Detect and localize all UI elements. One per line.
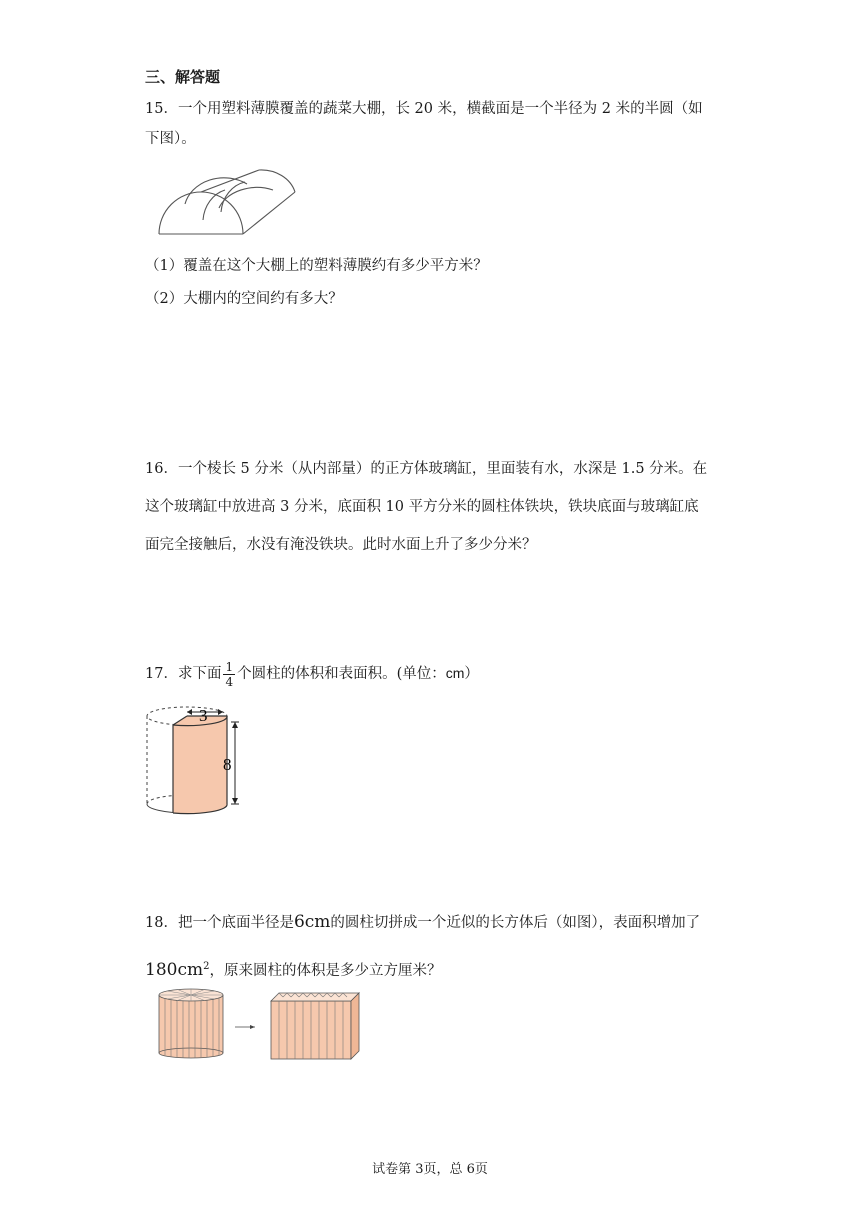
quarter-cylinder-figure [143,700,248,825]
radius-label: 3 [199,706,208,725]
fraction-numerator: 1 [225,659,234,674]
q16-text [145,450,725,564]
q18-line1-a: 把一个底面半径是 [177,915,294,931]
q18-area-exponent: 2 [203,961,210,972]
cylinder-to-cuboid-figure [155,985,365,1063]
q15-sub2: （2）大棚内的空间约有多大？ [145,291,343,307]
section-heading: 三、解答题 [145,68,221,86]
q17-number: 17． [145,666,178,682]
q18-line2-b: ，原来圆柱的体积是多少立方厘米？ [209,962,442,979]
greenhouse-figure [155,162,305,240]
q16-number: 16． [145,461,178,477]
q18-area-value: 180cm [145,959,204,980]
q18-radius-value: 6cm [293,912,331,932]
q16-line3: 面完全接触后，水没有淹没铁块。此时水面上升了多少分米？ [145,537,537,553]
q17-close: ） [464,666,479,682]
q15-text [145,94,725,154]
q17-fraction [223,660,235,689]
q18-line1-b: 的圆柱切拼成一个近似的长方体后（如图），表面积增加了 [330,915,701,931]
q15-sub1: （1）覆盖在这个大棚上的塑料薄膜约有多少平方米？ [145,258,488,274]
q15-number: 15． [145,101,178,117]
height-label: 8 [223,755,232,774]
q18-number: 18． [145,915,178,931]
q15-line2: 下图）。 [145,131,196,147]
q18-text [145,900,735,993]
page-footer: 试卷第 3页，总 6页 [372,1162,488,1177]
fraction-denominator: 4 [225,674,234,689]
q16-line1: 一个棱长 5 分米（从内部量）的正方体玻璃缸，里面装有水，水深是 1.5 分米。在 [177,461,708,477]
q17-text [145,655,725,692]
q17-unit: cm [445,665,465,681]
q17-text-before: 求下面 [177,666,222,682]
q17-text-after: 个圆柱的体积和表面积。(单位： [237,666,446,682]
q16-line2: 这个玻璃缸中放进高 3 分米，底面积 10 平方分米的圆柱体铁块，铁块底面与玻璃缸底 [145,499,699,515]
q15-line1: 一个用塑料薄膜覆盖的蔬菜大棚，长 20 米，横截面是一个半径为 2 米的半圆（如 [177,101,703,117]
